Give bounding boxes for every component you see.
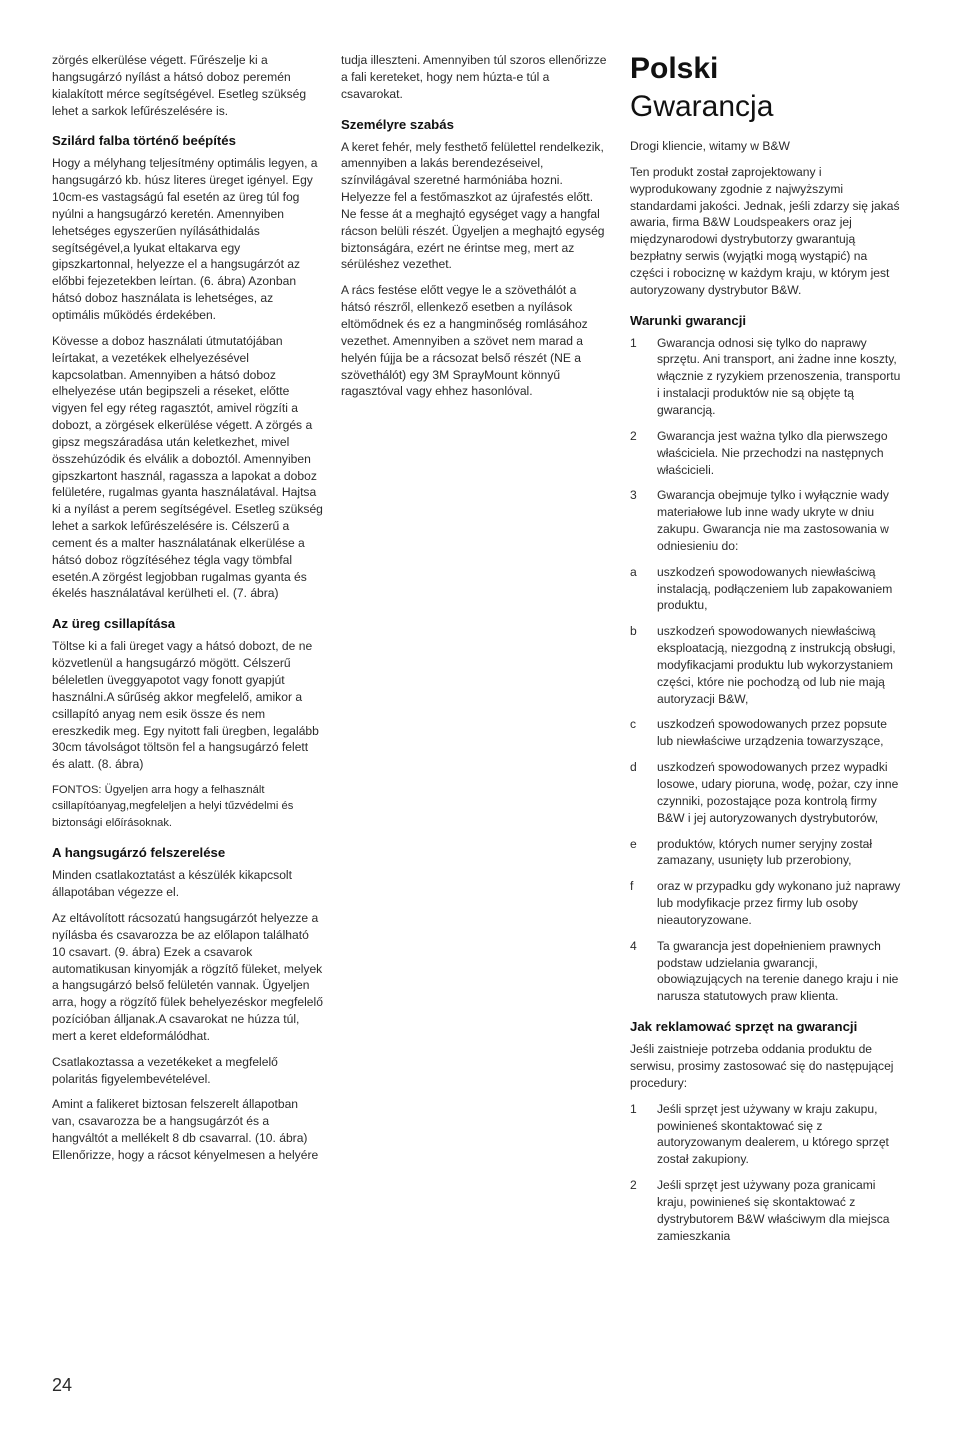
section-heading-terms: Warunki gwarancji xyxy=(630,312,747,328)
list-item xyxy=(630,836,902,870)
list-marker: 1 xyxy=(630,335,637,350)
list-text: uszkodzeń spowodowanych przez popsute lub niewłaściwe urządzenia towarzyszące, xyxy=(657,717,887,749)
list-item xyxy=(630,878,902,929)
list-marker: 2 xyxy=(630,1178,637,1193)
column-2 xyxy=(341,52,609,409)
terms-list xyxy=(630,335,902,1006)
list-text: Gwarancja jest ważna tylko dla pierwszego właściciela. Nie przechodzi na następnych właścicieli. xyxy=(657,428,888,477)
list-marker: 1 xyxy=(630,1101,637,1116)
list-marker: 2 xyxy=(630,428,637,443)
section-heading-customization: Személyre szabás xyxy=(341,116,454,132)
section-heading-mounting: A hangsugárzó felszerelése xyxy=(52,845,226,861)
list-item xyxy=(630,716,902,750)
list-marker: d xyxy=(630,760,637,775)
claim-steps-list xyxy=(630,1101,902,1245)
list-item xyxy=(630,938,902,1005)
list-marker: b xyxy=(630,624,637,639)
paragraph: zörgés elkerülése végett. Fűrészelje ki a hangsugárzó nyílást a hátsó doboz peremén kialakított mérce segítségével. Esetleg szükség lehet a sarkok lefűrészelésére is. xyxy=(52,53,307,118)
paragraph: Amint a falikeret biztosan felszerelt állapotban van, csavarozza be a hangsugárzót és a hangváltót a mellékelt 8 db csavarral. (10. ábra) Ellenőrizze, hogy a rácsot kényelmesen a helyére xyxy=(52,1097,319,1162)
list-text: Jeśli sprzęt jest używany poza granicami kraju, powinieneś się skontaktować z dystrybutorem B&W właściwym dla miejsca zamieszkania xyxy=(657,1178,890,1243)
column-3 xyxy=(630,52,902,1253)
paragraph: Kövesse a doboz használati útmutatójában leírtakat, a vezetékek elhelyezésével kapcsolatban. Amennyiben a hátsó doboz elhelyezése után begipszeli a réseket, előtte vigyen fel egy réteg ragasztót, amivel rögzíti a dobozt, a zörgések elkerülése végett. A zörgés a gipsz megszáradása után keletkezhet, mivel összehúzódik és elválik a doboztól. Amennyiben gipszkartont használ, ragassza a lapokat a doboz felületére, rugalmas gyanta használatával. Hajtsa ki a nyílást a perem segítségével. Esetleg szükség lehet a sarkok lefűrészelésére is. Célszerű a cement és a malter használatának elkerülése a hátsó doboz rögzítéséhez tégla vagy tömbfal esetén.A zörgést legjobban rugalmas gyanta és ékelés használatával kerülheti el. (7. ábra) xyxy=(52,333,323,601)
list-text: Jeśli sprzęt jest używany w kraju zakupu, powinieneś skontaktować się z autoryzowanym dealerem, u którego sprzęt został zakupiony. xyxy=(657,1101,889,1167)
list-marker: e xyxy=(630,836,637,851)
paragraph: A keret fehér, mely festhető felülettel rendelkezik, amennyiben a lakás berendezéseivel, színvilágával szeretné harmóniába hozni. Helyezze fel a festőmaszkot az újrafestés előtt. Ne fesse át a meghajtó egységet vagy a hangfal rácson belüli részét. Ügyeljen a meghajtó egység biztonságára, ezért ne érintse meg, mert az sérüléshez vezethet. xyxy=(341,139,605,272)
paragraph: Az eltávolított rácsozatú hangsugárzót helyezze a nyílásba és csavarozza be az előlapon található 10 csavart. (9. ábra) Ezek a csavarok automatikusan kinyomják a rögzítő füleket, melyek a hangsugárzó belső felületén vannak. Ügyeljen arra, hogy a rögzítő fülek behelyezéskor megfelelő pozícióban álljanak.A csavarokat ne húzza túl, mert a keret eldeformálódhat. xyxy=(52,910,323,1043)
column-1 xyxy=(52,52,324,1173)
section-title: Gwarancja xyxy=(630,90,774,123)
list-marker: 4 xyxy=(630,938,637,953)
paragraph: A rács festése előtt vegye le a szövethálót a hátsó részről, ellenkező esetben a nyílások eltömődnek és ez a hangminőség romlásához vezethet. Amennyiben a szövet nem marad a helyén fújja be a rácsozat belső részét (NE a szövethálót) egy 3M SprayMount könnyű ragasztóval vagy ehhez hasonlóval. xyxy=(341,283,588,399)
important-note: FONTOS: Ügyeljen arra hogy a felhasznált csillapítóanyag,megfeleljen a helyi tűzvédelmi és biztonsági előírásoknak. xyxy=(52,784,294,829)
list-item xyxy=(630,335,902,419)
paragraph: Minden csatlakoztatást a készülék kikapcsolt állapotában végezze el. xyxy=(52,868,292,900)
list-item xyxy=(630,1101,902,1168)
list-item xyxy=(630,487,902,554)
list-text: uszkodzeń spowodowanych przez wypadki losowe, udary pioruna, wodę, pożar, czy inne czynniki, pozostające poza kontrolą firmy B&W i jej autoryzowanych dystrybutorów, xyxy=(657,760,899,825)
list-text: uszkodzeń spowodowanych niewłaściwą instalacją, podłączeniem lub zapakowaniem produktu, xyxy=(657,564,893,613)
paragraph: tudja illeszteni. Amennyiben túl szoros ellenőrizze a fali kereteket, hogy nem húzta-e túl a csavarokat. xyxy=(341,53,607,101)
list-item xyxy=(630,759,902,826)
paragraph: Csatlakoztassa a vezetékeket a megfelelő polaritás figyelembevételével. xyxy=(52,1054,278,1086)
section-heading-solid-wall: Szilárd falba történő beépítés xyxy=(52,133,236,149)
list-item xyxy=(630,1177,902,1244)
paragraph: Ten produkt został zaprojektowany i wyprodukowany zgodnie z najwyższymi standardami jakości. Jednak, jeśli zdarzy się jakaś awaria, firma B&W Loudspeakers oraz jej międzynarodowi dystrybutorzy gwarantują bezpłatny serwis (wyjątki mogą wystąpić) na części i robociznę w każdym kraju, w którym jest autoryzowany dystrybutor B&W. xyxy=(630,164,900,297)
list-marker: f xyxy=(630,879,634,894)
list-item xyxy=(630,564,902,615)
section-heading-claim: Jak reklamować sprzęt na gwarancji xyxy=(630,1019,858,1035)
paragraph: Drogi kliencie, witamy w B&W xyxy=(630,139,790,153)
list-text: produktów, których numer seryjny został zamazany, usunięty lub przerobiony, xyxy=(657,836,873,868)
list-text: uszkodzeń spowodowanych niewłaściwą eksploatacją, niezgodną z instrukcją obsługi, modyfikacjami produktu lub wykorzystaniem części, które nie pochodzą od lub nie mają autoryzacji B&W, xyxy=(657,624,896,706)
paragraph: Jeśli zaistnieje potrzeba oddania produktu de serwisu, prosimy zastosować się do następującej procedury: xyxy=(630,1042,894,1090)
list-marker: a xyxy=(630,564,637,579)
list-marker: c xyxy=(630,717,637,732)
section-heading-damping: Az üreg csillapítása xyxy=(52,616,176,632)
list-text: Ta gwarancja jest dopełnieniem prawnych podstaw udzielania gwarancji, obowiązujących na terenie danego kraju i nie narusza statutowych praw klienta. xyxy=(657,938,899,1004)
language-title: Polski xyxy=(630,52,719,85)
list-text: oraz w przypadku gdy wykonano już naprawy lub modyfikacje przez firmy lub osoby nieautoryzowane. xyxy=(657,879,901,927)
list-text: Gwarancja obejmuje tylko i wyłącznie wady materiałowe lub inne wady ukryte w dniu zakupu. Gwarancja nie ma zastosowania w odniesieniu do: xyxy=(657,488,889,553)
list-item xyxy=(630,428,902,479)
list-item xyxy=(630,623,902,707)
paragraph: Hogy a mélyhang teljesítmény optimális legyen, a hangsugárzó kb. húsz literes üreget igényel. Egy 10cm-es vastagságú fal esetén az üreg túl fog nyúlni a hangsugárzó keretén. Amennyiben lehetséges egyszerűen nyílásáthidalás segítségével,a lyukat eltakarva egy gipszkartonnal, helyezze el a hangsugárzót az előbbi fejezetekben leírtan. (6. ábra) Azonban hátsó doboz használata is lehetséges, az optimális működés érdekében. xyxy=(52,156,318,322)
list-text: Gwarancja odnosi się tylko do naprawy sprzętu. Ani transport, ani żadne inne koszty, włącznie z ryzykiem przenoszenia, transportu i instalacji produktów nie są objęte tą gwarancją. xyxy=(657,335,901,417)
page-number: 24 xyxy=(52,1375,73,1395)
list-marker: 3 xyxy=(630,488,637,503)
paragraph: Töltse ki a fali üreget vagy a hátsó dobozt, de ne közvetlenül a hangsugárzó mögött. Célszerű béleletlen üveggyapotot vagy fonott gyapjút használni.A sűrűség akkor megfelelő, amikor a csillapító anyag nem esik össze és nem ereszkedik meg. Egy nyitott fali üregben, legalább 30cm távolságot töltsön fel a hangsugárzó felett és alatt. (8. ábra) xyxy=(52,639,319,772)
